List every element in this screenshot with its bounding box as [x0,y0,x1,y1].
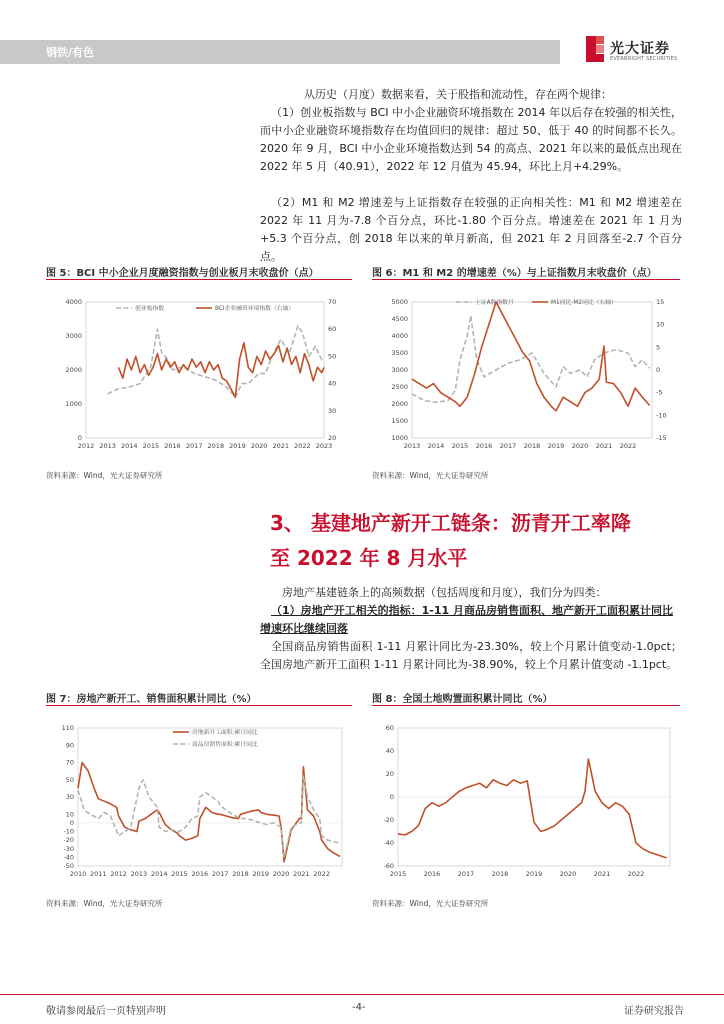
y-tick-label: 3000 [65,332,82,340]
x-tick-label: 2022 [619,442,637,450]
figure-5-caption: 图 5：BCI 中小企业月度融资指数与创业板月末收盘价（点） [46,268,319,279]
legend-label: M1同比-M2同比（右轴） [551,300,617,306]
x-tick-label: 2014 [120,442,138,450]
intro-paragraph-2: （1）创业板指数与 BCI 中小企业融资环境指数在 2014 年以后存在较强的相关性，而中小企业融资环境指数存在均值回归的规律：超过 50、低于 40 的时间都不长久。2020 年 9 月，BCI 中小企业环境指数达到 54 的高点、2021 年以来的最低点出现在 2022 年 5 月（40.91），2022 年 12 月值为 45.94，环比上月+4.29%。 [260,106,682,173]
x-tick-label: 2020 [571,442,589,450]
section-title-line-2: 至 2022 年 8 月水平 [270,546,468,570]
x-tick-label: 2017 [185,442,203,450]
legend-label: 创业板指数 [135,306,164,312]
figure-7-source: 资料来源：Wind，光大证券研究所 [46,899,163,908]
legend-label: BCI企业融资环境指数（右轴） [215,306,295,312]
y-right-tick-label: -15 [656,434,667,442]
x-tick-label: 2016 [423,870,441,878]
x-tick-label: 2016 [164,442,181,450]
x-tick-label: 2018 [207,442,225,450]
x-tick-label: 2015 [171,870,188,878]
y-tick-label: 50 [65,775,74,784]
y-tick-label: 4000 [391,332,408,340]
x-tick-label: 2023 [315,442,333,450]
series-line-1 [398,759,667,858]
footer-disclaimer: 敬请参阅最后一页特别声明 [46,1006,166,1017]
figure-7-chart [46,718,352,888]
brand-name: 光大证券 [610,41,670,57]
footer-rule [0,994,724,995]
y-tick-label: 4000 [65,298,82,306]
x-tick-label: 2019 [547,442,565,450]
y-tick-label: -20 [63,836,74,845]
y-right-tick-label: 15 [656,298,665,306]
y-tick-label: -20 [383,816,394,824]
x-tick-label: 2019 [229,442,246,450]
x-tick-label: 2014 [150,870,168,878]
figure-7-caption-rule [46,705,352,706]
figure-8-caption-rule [372,705,680,706]
x-tick-label: 2022 [627,870,645,878]
y-tick-label: 4500 [391,315,408,323]
x-tick-label: 2013 [130,870,148,878]
y-right-tick-label: 20 [328,434,337,442]
figure-8-caption: 图 8：全国土地购置面积累计同比（%） [372,694,553,705]
figure-5-chart [46,290,352,460]
x-tick-label: 2012 [77,442,95,450]
x-tick-label: 2014 [427,442,445,450]
y-tick-label: -10 [63,827,74,836]
x-tick-label: 2010 [69,870,87,878]
footer-page-number: -4- [352,1002,366,1013]
y-tick-label: 3000 [391,366,408,374]
figure-6-chart [372,290,680,460]
x-tick-label: 2015 [142,442,160,450]
x-tick-label: 2020 [250,442,268,450]
brand-name-en: EVERBRIGHT SECURITIES [610,56,678,62]
figure-6-caption-rule [372,279,680,280]
series-line-1 [78,763,340,862]
legend-label: 房地新开工面积:累计同比 [192,730,258,736]
x-tick-label: 2022 [313,870,330,878]
x-tick-label: 2018 [491,870,509,878]
y-tick-label: 3500 [391,349,408,357]
y-tick-label: 60 [385,724,394,732]
y-tick-label: 2000 [65,366,82,374]
series-line-2 [119,343,325,397]
y-tick-label: 110 [61,724,74,732]
brand-logo-icon [586,36,604,62]
section-paragraph-2: （1）房地产开工相关的指标：1-11 月商品房销售面积、地产新开工面积累计同比增速环比继续回落 [260,604,674,635]
y-tick-label: -40 [63,853,74,862]
plot-frame [86,302,324,438]
y-right-tick-label: 30 [328,406,337,415]
y-right-tick-label: 0 [656,366,661,374]
y-tick-label: 2500 [391,383,408,391]
y-tick-label: 2000 [391,400,408,408]
y-tick-label: -40 [383,839,394,847]
y-tick-label: 1000 [391,434,408,442]
figure-8-chart [372,718,680,888]
section-title-line-1: 3、 基建地产新开工链条：沥青开工率降 [270,511,631,535]
y-tick-label: -50 [63,862,74,870]
header-bar [0,40,560,64]
y-tick-label: 20 [385,770,394,778]
brand-logo [586,36,696,66]
y-tick-label: -30 [63,844,74,853]
x-tick-label: 2018 [232,870,249,878]
x-tick-label: 2021 [272,442,290,450]
x-tick-label: 2013 [99,442,116,450]
x-tick-label: 2019 [525,870,543,878]
y-tick-label: 40 [385,747,394,755]
x-tick-label: 2017 [457,870,475,878]
figure-5-source: 资料来源：Wind，光大证券研究所 [46,471,163,480]
x-tick-label: 2013 [403,442,421,450]
x-tick-label: 2015 [389,870,407,878]
section-paragraph-3: 全国商品房销售面积 1-11 月累计同比为-23.30%，较上个月累计值变动-1.0pct；全国房地产新开工面积 1-11 月累计同比为-38.90%，较上个月累计值变动 -1.1pct。 [260,640,682,671]
x-tick-label: 2011 [90,870,107,878]
series-line-2 [412,302,650,411]
y-right-tick-label: -10 [656,411,667,420]
legend-label: 商品房销售面积:累计同比 [192,742,258,748]
x-tick-label: 2020 [559,870,577,878]
x-tick-label: 2012 [110,870,127,878]
y-tick-label: 30 [65,793,74,801]
y-tick-label: 0 [77,434,82,442]
figure-5-caption-rule [46,279,352,280]
x-tick-label: 2017 [211,870,229,878]
legend-label: 上证A股指数月 [475,300,514,306]
y-right-tick-label: 50 [328,352,337,361]
y-tick-label: 1000 [65,400,82,408]
y-tick-label: -60 [383,862,394,870]
y-right-tick-label: 70 [328,298,337,306]
series-line-1 [108,326,324,397]
section-paragraph-1: 房地产基建链条上的高频数据（包括周度和月度），我们分为四类： [282,586,607,599]
y-right-tick-label: 5 [656,343,661,352]
figure-7-caption: 图 7：房地产新开工、销售面积累计同比（%） [46,694,257,705]
x-tick-label: 2018 [523,442,541,450]
x-tick-label: 2022 [294,442,311,450]
x-tick-label: 2016 [191,870,209,878]
x-tick-label: 2021 [595,442,613,450]
y-tick-label: 1500 [391,417,408,425]
figure-8-source: 资料来源：Wind，光大证券研究所 [372,899,489,908]
x-tick-label: 2020 [272,870,290,878]
y-tick-label: 10 [65,810,74,819]
figure-6-caption: 图 6：M1 和 M2 的增速差（%）与上证指数月末收盘价（点） [372,268,657,279]
series-line-1 [412,316,650,403]
y-tick-label: 90 [65,741,74,750]
figure-6-source: 资料来源：Wind，光大证券研究所 [372,471,489,480]
y-right-tick-label: -5 [656,388,663,397]
x-tick-label: 2016 [475,442,493,450]
sector-label: 钢铁/有色 [46,46,95,59]
y-tick-label: 0 [69,818,74,827]
x-tick-label: 2017 [499,442,517,450]
y-tick-label: 5000 [391,298,408,306]
y-tick-label: 70 [65,758,74,767]
y-right-tick-label: 10 [656,320,665,329]
x-tick-label: 2021 [293,870,310,878]
x-tick-label: 2019 [252,870,270,878]
y-tick-label: 0 [389,793,394,801]
y-right-tick-label: 60 [328,325,337,334]
intro-paragraph-3: （2）M1 和 M2 增速差与上证指数存在较强的正向相关性：M1 和 M2 增速差在 2022 年 11 月为-7.8 个百分点，环比-1.80 个百分点。增速差在 2021 年 1 月为+5.3 个百分点，创 2018 年以来的单月新高，但 2021 年 2 月回落至-2.7 个百分点。 [260,196,682,263]
y-right-tick-label: 40 [328,379,337,388]
footer-report-type: 证券研究报告 [624,1006,684,1017]
x-tick-label: 2021 [593,870,611,878]
intro-paragraph-1: 从历史（月度）数据来看，关于股指和流动性，存在两个规律： [304,88,612,101]
x-tick-label: 2015 [451,442,469,450]
